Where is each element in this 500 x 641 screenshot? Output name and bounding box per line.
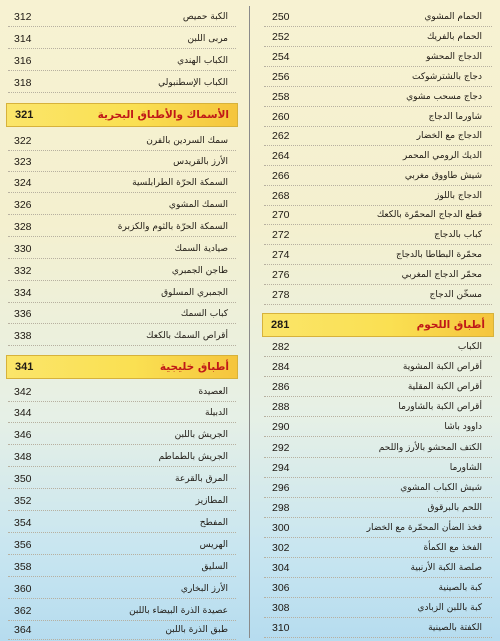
toc-page-number: 360 — [14, 583, 32, 596]
toc-entry[interactable] — [256, 108, 500, 127]
section-page-number: 281 — [271, 319, 290, 331]
toc-entry[interactable] — [256, 68, 500, 87]
toc-entry[interactable] — [0, 580, 244, 599]
toc-entry[interactable] — [0, 327, 244, 346]
toc-entry[interactable] — [256, 206, 500, 225]
toc-entry[interactable] — [256, 127, 500, 146]
toc-page-number: 364 — [14, 624, 32, 637]
toc-page-number: 344 — [14, 407, 32, 420]
toc-title: الدجاج المحشو — [426, 52, 482, 63]
toc-title: داوود باشا — [444, 422, 482, 433]
toc-page-number: 284 — [272, 361, 290, 374]
toc-entry[interactable] — [0, 621, 244, 640]
toc-title: عصيدة الذرة البيضاء باللبن — [129, 606, 228, 617]
section-page-number: 321 — [15, 109, 34, 121]
toc-title: مربى اللبن — [187, 34, 228, 45]
toc-page-number: 332 — [14, 265, 32, 278]
toc-page-number: 328 — [14, 221, 32, 234]
toc-entry[interactable] — [0, 426, 244, 445]
toc-entry[interactable] — [256, 439, 500, 458]
toc-page-number: 250 — [272, 11, 290, 24]
toc-title: محمّرة البطاطا بالدجاج — [395, 250, 482, 261]
toc-title: محمّر الدجاج المغربي — [401, 270, 482, 281]
toc-page-number: 268 — [272, 190, 290, 203]
toc-page-number: 258 — [272, 91, 290, 104]
toc-title: مسخّن الدجاج — [429, 290, 482, 301]
toc-title: الفخذ مع الكمأة — [423, 543, 482, 554]
toc-page-number: 254 — [272, 51, 290, 64]
toc-entry[interactable] — [0, 74, 244, 93]
toc-title: كباب السمك — [180, 309, 228, 320]
toc-page-number: 352 — [14, 495, 32, 508]
toc-entry[interactable] — [256, 418, 500, 437]
toc-entry[interactable] — [256, 266, 500, 285]
toc-page-number: 356 — [14, 539, 32, 552]
toc-page-number: 264 — [272, 150, 290, 163]
toc-title: أقراص الكبة بالشاورما — [398, 402, 482, 413]
toc-page-number: 302 — [272, 542, 290, 555]
toc-entry[interactable] — [0, 602, 244, 621]
toc-title: أقراص الكبة المقلية — [407, 382, 482, 393]
section-page-number: 341 — [15, 361, 34, 373]
toc-entry[interactable] — [0, 8, 244, 27]
toc-title: صيادية السمك — [174, 244, 228, 255]
toc-page-number: 292 — [272, 442, 290, 455]
toc-title: الأرز بالقريدس — [173, 157, 228, 168]
column-divider — [249, 6, 250, 638]
toc-page-number: 336 — [14, 308, 32, 321]
toc-page-number: 256 — [272, 71, 290, 84]
toc-title: المرق بالقرعة — [175, 474, 228, 485]
toc-page-number: 308 — [272, 602, 290, 615]
toc-page-number: 276 — [272, 269, 290, 282]
toc-page-number: 316 — [14, 55, 32, 68]
toc-page-number: 323 — [14, 156, 32, 169]
toc-title: دجاج مسحب مشوي — [406, 92, 482, 103]
toc-title: السليق — [201, 562, 228, 573]
toc-title: شيش طاووق مغربي — [404, 171, 482, 182]
toc-title: الأرز البخاري — [180, 584, 228, 595]
toc-entry[interactable] — [256, 187, 500, 206]
toc-title: كباب بالدجاج — [434, 230, 482, 241]
toc-entry[interactable] — [256, 358, 500, 377]
toc-title: الكباب الإسطنبولي — [158, 78, 228, 89]
toc-title: السمكة الحرّة بالثوم والكزبرة — [117, 222, 228, 233]
toc-page-number: 362 — [14, 605, 32, 618]
toc-title: صلصة الكبة الأرنبية — [410, 563, 482, 574]
toc-page-number: 322 — [14, 135, 32, 148]
section-header-meat-dishes[interactable] — [262, 313, 494, 337]
toc-page-number: 312 — [14, 11, 32, 24]
toc-entry[interactable] — [256, 48, 500, 67]
toc-entry[interactable] — [0, 196, 244, 215]
toc-title: كبة بالصينية — [438, 583, 482, 594]
toc-entry[interactable] — [256, 499, 500, 518]
toc-entry[interactable] — [256, 286, 500, 305]
toc-title: المفطح — [199, 518, 228, 529]
toc-entry[interactable] — [256, 88, 500, 107]
toc-title: العصيدة — [198, 387, 228, 398]
toc-page-number: 310 — [272, 622, 290, 635]
toc-title: الجريش بالطماطم — [158, 452, 228, 463]
toc-title: شاورما الدجاج — [428, 112, 482, 123]
toc-title: أقراص الكبة المشوية — [402, 362, 482, 373]
toc-entry[interactable] — [256, 378, 500, 397]
toc-page-number: 304 — [272, 562, 290, 575]
toc-entry[interactable] — [256, 559, 500, 578]
toc-page-number: 330 — [14, 243, 32, 256]
toc-entry[interactable] — [256, 599, 500, 618]
toc-title: الكبة حميص — [182, 12, 228, 23]
toc-page-number: 358 — [14, 561, 32, 574]
toc-title: الدجاج باللوز — [435, 191, 482, 202]
toc-page-number: 272 — [272, 229, 290, 242]
toc-title: السمك المشوي — [168, 200, 228, 211]
toc-title: فخذ الضأن المحمّرة مع الخضار — [366, 523, 482, 534]
toc-entry[interactable] — [0, 262, 244, 281]
toc-entry[interactable] — [0, 536, 244, 555]
toc-entry[interactable] — [0, 174, 244, 193]
section-title: أطباق خليجية — [159, 361, 229, 373]
toc-page-number: 290 — [272, 421, 290, 434]
toc-page-number: 274 — [272, 249, 290, 262]
toc-title: شيش الكباب المشوي — [400, 483, 482, 494]
toc-title: اللحم بالبرقوق — [427, 503, 482, 514]
section-header-gulf-dishes[interactable] — [6, 355, 238, 379]
toc-page-number: 338 — [14, 330, 32, 343]
toc-entry[interactable] — [0, 218, 244, 237]
toc-page-number: 296 — [272, 482, 290, 495]
toc-page-number: 298 — [272, 502, 290, 515]
toc-page-number: 266 — [272, 170, 290, 183]
toc-entry[interactable] — [0, 514, 244, 533]
toc-page-number: 334 — [14, 287, 32, 300]
toc-title: الدجاج مع الخضار — [416, 131, 482, 142]
toc-page-number: 270 — [272, 209, 290, 222]
section-header-seafood[interactable] — [6, 103, 238, 127]
toc-title: السمكة الحرّة الطرابلسية — [132, 178, 228, 189]
toc-title: طاجن الجمبري — [171, 266, 228, 277]
toc-title: قطع الدجاج المحمّرة بالكعك — [376, 210, 482, 221]
toc-entry[interactable] — [0, 284, 244, 303]
toc-page-number: 354 — [14, 517, 32, 530]
toc-title: الهريس — [199, 540, 228, 551]
toc-entry[interactable] — [256, 246, 500, 265]
toc-title: الكفتة بالصينية — [428, 623, 482, 634]
toc-entry[interactable] — [256, 226, 500, 245]
toc-title: الحمام المشوي — [424, 12, 482, 23]
toc-title: الكباب — [457, 342, 482, 353]
toc-page-number: 324 — [14, 177, 32, 190]
toc-page-number: 252 — [272, 31, 290, 44]
toc-entry[interactable] — [256, 519, 500, 538]
toc-page-number: 286 — [272, 381, 290, 394]
toc-page-number: 350 — [14, 473, 32, 486]
toc-page-number: 294 — [272, 462, 290, 475]
toc-title: الكتف المحشو بالأرز واللحم — [378, 443, 482, 454]
toc-page-number: 326 — [14, 199, 32, 212]
toc-title: الكباب الهندي — [177, 56, 228, 67]
toc-entry[interactable] — [0, 470, 244, 489]
toc-page-number: 282 — [272, 341, 290, 354]
toc-entry[interactable] — [0, 52, 244, 71]
toc-page-number: 260 — [272, 111, 290, 124]
toc-entry[interactable] — [0, 448, 244, 467]
section-title: الأسماك والأطباق البحرية — [97, 109, 229, 121]
toc-entry[interactable] — [0, 132, 244, 151]
toc-page-number: 288 — [272, 401, 290, 414]
toc-page-number: 278 — [272, 289, 290, 302]
toc-title: الدبيلة — [205, 408, 228, 419]
toc-entry[interactable] — [256, 147, 500, 166]
toc-entry[interactable] — [256, 167, 500, 186]
toc-page-number: 318 — [14, 77, 32, 90]
toc-title: طبق الذرة باللبن — [165, 625, 228, 636]
toc-title: الجمبري المسلوق — [161, 288, 228, 299]
toc-title: أقراص السمك بالكعك — [146, 331, 228, 342]
toc-entry[interactable] — [256, 579, 500, 598]
toc-entry[interactable] — [0, 305, 244, 324]
toc-entry[interactable] — [256, 539, 500, 558]
toc-title: الشاورما — [449, 463, 482, 474]
toc-entry[interactable] — [256, 28, 500, 47]
toc-title: الجريش باللبن — [174, 430, 228, 441]
toc-entry[interactable] — [0, 404, 244, 423]
toc-entry[interactable] — [0, 153, 244, 172]
toc-title: المطازيز — [195, 496, 228, 507]
toc-entry[interactable] — [256, 619, 500, 638]
toc-page-number: 348 — [14, 451, 32, 464]
toc-entry[interactable] — [256, 459, 500, 478]
toc-entry[interactable] — [0, 492, 244, 511]
toc-entry[interactable] — [256, 479, 500, 498]
toc-entry[interactable] — [256, 338, 500, 357]
toc-page-number: 262 — [272, 130, 290, 143]
toc-page-number: 306 — [272, 582, 290, 595]
toc-title: دجاج بالشترشوكت — [412, 72, 482, 83]
toc-title: سمك السردين بالفرن — [146, 136, 228, 147]
toc-title: الحمام بالفريك — [426, 32, 482, 43]
toc-page-number: 346 — [14, 429, 32, 442]
toc-page-number: 342 — [14, 386, 32, 399]
toc-page-number: 300 — [272, 522, 290, 535]
toc-entry[interactable] — [0, 558, 244, 577]
toc-entry[interactable] — [256, 8, 500, 27]
toc-title: الديك الرومي المحمر — [402, 151, 482, 162]
section-title: أطباق اللحوم — [416, 319, 485, 331]
toc-entry[interactable] — [0, 383, 244, 402]
toc-entry[interactable] — [256, 398, 500, 417]
toc-title: كبة باللبن الزبادي — [417, 603, 482, 614]
toc-page-number: 314 — [14, 33, 32, 46]
toc-entry[interactable] — [0, 240, 244, 259]
toc-entry[interactable] — [0, 30, 244, 49]
